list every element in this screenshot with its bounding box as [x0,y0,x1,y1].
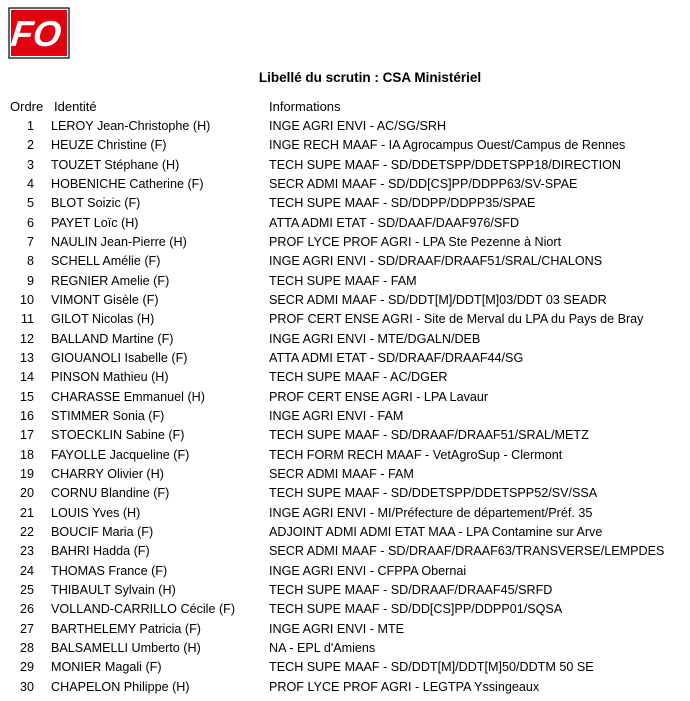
candidate-order: 20 [19,486,34,501]
candidate-information: TECH SUPE MAAF - SD/DRAAF/DRAAF51/SRAL/METZ [269,428,589,443]
candidate-identity: MONIER Magali (F) [51,660,162,675]
candidate-row [0,253,690,272]
candidate-information: TECH SUPE MAAF - SD/DDETSPP/DDETSPP52/SV/SSA [269,486,598,501]
candidate-order: 19 [19,466,34,481]
candidate-order: 17 [19,428,34,443]
candidate-order: 30 [19,679,34,694]
candidate-information: TECH SUPE MAAF - AC/DGER [269,370,448,385]
candidate-identity: CHARASSE Emmanuel (H) [51,389,205,404]
candidate-information: INGE AGRI ENVI - AC/SG/SRH [269,119,447,133]
candidate-row [0,659,690,678]
candidate-information: ATTA ADMI ETAT - SD/DAAF/DAAF976/SFD [269,215,520,230]
candidate-identity: GILOT Nicolas (H) [51,312,155,327]
candidate-identity: BLOT Soizic (F) [51,196,141,211]
candidate-row [0,389,690,408]
candidate-identity: PINSON Mathieu (H) [51,370,169,385]
candidate-identity: VOLLAND-CARRILLO Cécile (F) [51,602,236,617]
candidate-information: PROF LYCE PROF AGRI - LPA Ste Pezenne à Niort [269,234,562,249]
candidate-information: TECH FORM RECH MAAF - VetAgroSup - Clermont [269,447,563,462]
candidate-row [0,369,690,388]
candidate-row [0,485,690,504]
candidate-identity: TOUZET Stéphane (H) [51,157,180,172]
candidate-row [0,447,690,466]
candidate-identity: REGNIER Amelie (F) [51,273,170,288]
candidate-identity: CHARRY Olivier (H) [51,466,164,481]
candidate-information: SECR ADMI MAAF - SD/DDT[M]/DDT[M]03/DDT 03 SEADR [269,292,607,307]
candidate-order: 4 [26,176,34,191]
candidate-identity: CHAPELON Philippe (H) [51,679,190,694]
candidate-order: 22 [19,524,34,539]
candidate-identity: BARTHELEMY Patricia (F) [51,621,201,636]
candidate-list [0,118,690,698]
candidate-identity: BOUCIF Maria (F) [51,524,154,539]
candidate-order: 29 [19,660,34,675]
candidate-order: 2 [26,138,34,153]
candidate-order: 28 [19,640,34,655]
candidate-identity: LOUIS Yves (H) [51,505,141,520]
candidate-information: TECH SUPE MAAF - SD/DRAAF/DRAAF45/SRFD [269,582,553,597]
fo-logo [8,7,72,59]
candidate-row [0,234,690,253]
column-header-ordre: Ordre [10,99,44,114]
fo-logo-text: FO [9,13,64,54]
candidate-information: INGE AGRI ENVI - SD/DRAAF/DRAAF51/SRAL/CHALONS [269,254,603,269]
candidate-order: 26 [19,602,34,617]
candidate-identity: NAULIN Jean-Pierre (H) [51,234,187,249]
candidate-row [0,408,690,427]
candidate-row [0,621,690,640]
fo-logo-graphic [8,7,72,59]
candidate-row [0,679,690,698]
candidate-information: ADJOINT ADMI ADMI ETAT MAA - LPA Contamine sur Arve [269,524,603,539]
candidate-order: 5 [26,196,34,211]
candidate-order: 18 [19,447,34,462]
candidate-row [0,118,690,137]
candidate-row [0,640,690,659]
candidate-row [0,331,690,350]
candidate-row [0,137,690,156]
candidate-information: TECH SUPE MAAF - SD/DD[CS]PP/DDPP01/SQSA [269,602,563,617]
candidate-identity: SCHELL Amélie (F) [51,254,161,269]
candidate-order: 10 [19,292,34,307]
candidate-information: PROF CERT ENSE AGRI - LPA Lavaur [269,389,489,404]
candidate-order: 11 [20,312,34,327]
candidate-order: 21 [19,505,34,520]
candidate-order: 15 [19,389,34,404]
candidate-order: 13 [19,350,34,365]
candidate-identity: PAYET Loïc (H) [51,215,139,230]
candidate-information: NA - EPL d'Amiens [269,640,376,655]
candidate-information: INGE AGRI ENVI - CFPPA Obernai [269,563,467,578]
candidate-identity: BAHRI Hadda (F) [51,544,150,559]
candidate-identity: BALLAND Martine (F) [51,331,174,346]
candidate-identity: VIMONT Gisèle (F) [51,292,159,307]
candidate-order: 23 [19,544,34,559]
candidate-identity: STOECKLIN Sabine (F) [51,428,185,443]
candidate-order: 6 [26,215,34,230]
column-header-identite: Identité [54,99,97,114]
candidate-row [0,563,690,582]
candidate-information: INGE AGRI ENVI - MI/Préfecture de département/Préf. 35 [269,505,593,520]
candidate-information: INGE RECH MAAF - IA Agrocampus Ouest/Campus de Rennes [269,138,626,153]
candidate-order: 27 [19,621,34,636]
column-header-informations: Informations [269,99,341,114]
candidate-information: ATTA ADMI ETAT - SD/DRAAF/DRAAF44/SG [269,350,524,365]
candidate-identity: LEROY Jean-Christophe (H) [51,119,211,133]
candidate-order: 16 [19,408,34,423]
candidate-identity: HOBENICHE Catherine (F) [51,176,204,191]
candidate-order: 12 [19,331,34,346]
candidate-information: TECH SUPE MAAF - SD/DDETSPP/DDETSPP18/DIRECTION [269,157,621,172]
candidate-row [0,601,690,620]
ballot-title: Libellé du scrutin : CSA Ministériel [258,70,482,85]
candidate-order: 9 [26,273,34,288]
candidate-row [0,524,690,543]
candidate-row [0,505,690,524]
candidate-information: TECH SUPE MAAF - SD/DDPP/DDPP35/SPAE [269,196,536,211]
candidate-order: 8 [26,254,34,269]
candidate-row [0,350,690,369]
candidate-row [0,292,690,311]
candidate-identity: GIOUANOLI Isabelle (F) [51,350,188,365]
candidate-row [0,311,690,330]
candidate-order: 25 [19,582,34,597]
candidate-information: INGE AGRI ENVI - MTE/DGALN/DEB [269,331,481,346]
candidate-row [0,273,690,292]
candidate-row [0,195,690,214]
candidate-identity: HEUZE Christine (F) [51,138,167,153]
candidate-identity: THIBAULT Sylvain (H) [51,582,176,597]
candidate-order: 7 [26,234,34,249]
candidate-order: 14 [19,370,34,385]
candidate-information: TECH SUPE MAAF - SD/DDT[M]/DDT[M]50/DDTM 50 SE [269,660,594,675]
candidate-identity: STIMMER Sonia (F) [51,408,165,423]
candidate-information: TECH SUPE MAAF - FAM [269,273,417,288]
candidate-information: PROF CERT ENSE AGRI - Site de Merval du LPA du Pays de Bray [269,312,644,327]
candidate-row [0,582,690,601]
candidate-information: PROF LYCE PROF AGRI - LEGTPA Yssingeaux [269,679,540,694]
candidate-identity: THOMAS France (F) [51,563,168,578]
candidate-information: INGE AGRI ENVI - FAM [269,408,404,423]
candidate-row [0,215,690,234]
candidate-identity: FAYOLLE Jacqueline (F) [51,447,190,462]
candidate-row [0,176,690,195]
candidate-row [0,543,690,562]
candidate-order: 3 [26,157,34,172]
candidate-row [0,427,690,446]
candidate-information: SECR ADMI MAAF - FAM [269,466,414,481]
candidate-information: SECR ADMI MAAF - SD/DD[CS]PP/DDPP63/SV-SPAE [269,176,578,191]
candidate-order: 24 [19,563,34,578]
candidate-information: SECR ADMI MAAF - SD/DRAAF/DRAAF63/TRANSVERSE/LEMPDES [269,544,665,559]
candidate-identity: CORNU Blandine (F) [51,486,170,501]
candidate-information: INGE AGRI ENVI - MTE [269,621,405,636]
candidate-row [0,157,690,176]
candidate-order: 1 [26,119,34,133]
candidate-identity: BALSAMELLI Umberto (H) [51,640,201,655]
candidate-row [0,466,690,485]
